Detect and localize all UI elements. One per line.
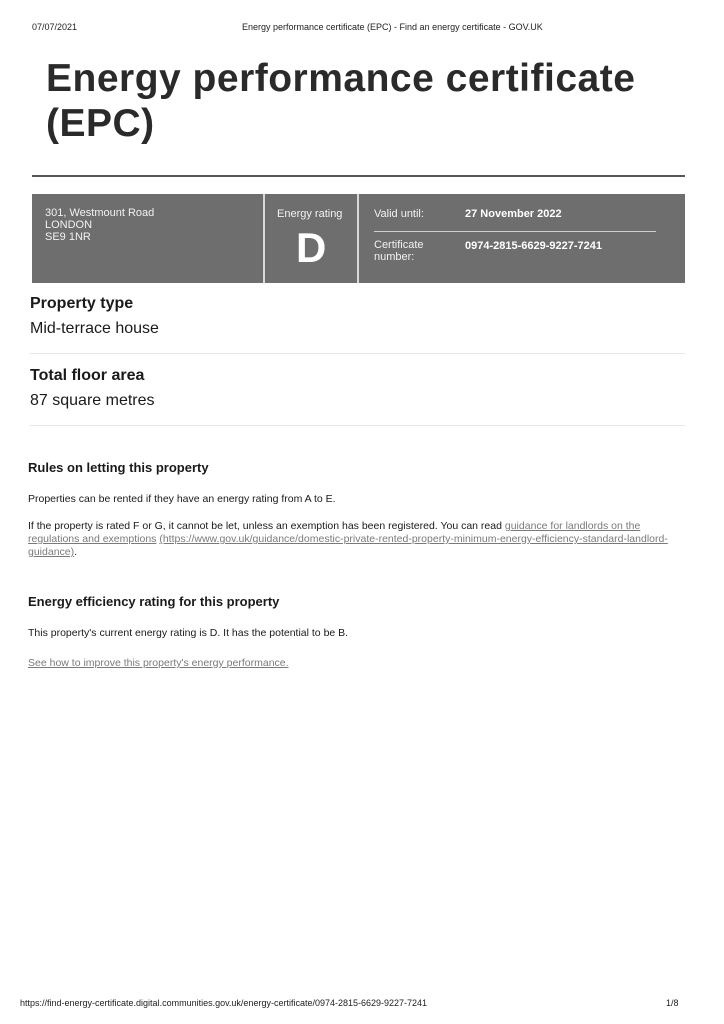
panel-divider-right xyxy=(357,194,359,283)
print-page-title: Energy performance certificate (EPC) - Find an energy certificate - GOV.UK xyxy=(242,22,543,32)
energy-rating-label: Energy rating xyxy=(277,208,343,220)
improve-performance-link[interactable]: See how to improve this property's energy performance. xyxy=(28,657,289,669)
landlord-guidance-url[interactable]: (https://www.gov.uk/guidance/domestic-private-rented-property-minimum-energy-efficiency-standard-landlord-guidance) xyxy=(28,533,668,558)
panel-divider-left xyxy=(263,194,265,283)
summary-inner-divider xyxy=(374,231,656,232)
letting-rules-text: If the property is rated F or G, it cannot be let, unless an exemption has been registered. You can read xyxy=(28,520,505,532)
certificate-number-value: 0974-2815-6629-9227-7241 xyxy=(465,240,603,252)
letting-rules-paragraph-2 xyxy=(28,520,688,559)
property-type-value: Mid-terrace house xyxy=(30,320,159,337)
property-address xyxy=(45,207,154,243)
property-type-heading: Property type xyxy=(30,295,134,312)
address-line-2: LONDON xyxy=(45,219,93,231)
print-page-number: 1/8 xyxy=(666,998,679,1008)
title-divider xyxy=(32,175,685,177)
landlord-guidance-link[interactable]: guidance for landlords on the regulations and exemptions xyxy=(28,520,641,545)
valid-until-value: 27 November 2022 xyxy=(465,208,562,220)
section-divider-1 xyxy=(30,353,685,354)
certificate-summary-panel xyxy=(32,194,685,283)
letting-rules-paragraph-1: Properties can be rented if they have an energy rating from A to E. xyxy=(28,493,336,505)
energy-rating-badge: D xyxy=(296,224,327,271)
page-title: Energy performance certificate (EPC) xyxy=(46,57,636,145)
floor-area-value: 87 square metres xyxy=(30,392,155,409)
print-url: https://find-energy-certificate.digital.communities.gov.uk/energy-certificate/0974-2815-6629-9227-7241 xyxy=(20,998,428,1008)
letting-rules-heading: Rules on letting this property xyxy=(28,460,209,475)
floor-area-heading: Total floor area xyxy=(30,367,145,384)
print-date: 07/07/2021 xyxy=(32,22,78,32)
address-line-3: SE9 1NR xyxy=(45,231,91,243)
energy-efficiency-text: This property's current energy rating is D. It has the potential to be B. xyxy=(28,627,349,639)
certificate-number-label: Certificate number: xyxy=(374,239,424,263)
section-divider-2 xyxy=(30,425,685,426)
address-line-1: 301, Westmount Road xyxy=(45,207,155,219)
energy-efficiency-heading: Energy efficiency rating for this property xyxy=(28,594,280,609)
valid-until-label: Valid until: xyxy=(374,208,424,220)
letting-rules-end: . xyxy=(74,546,78,558)
